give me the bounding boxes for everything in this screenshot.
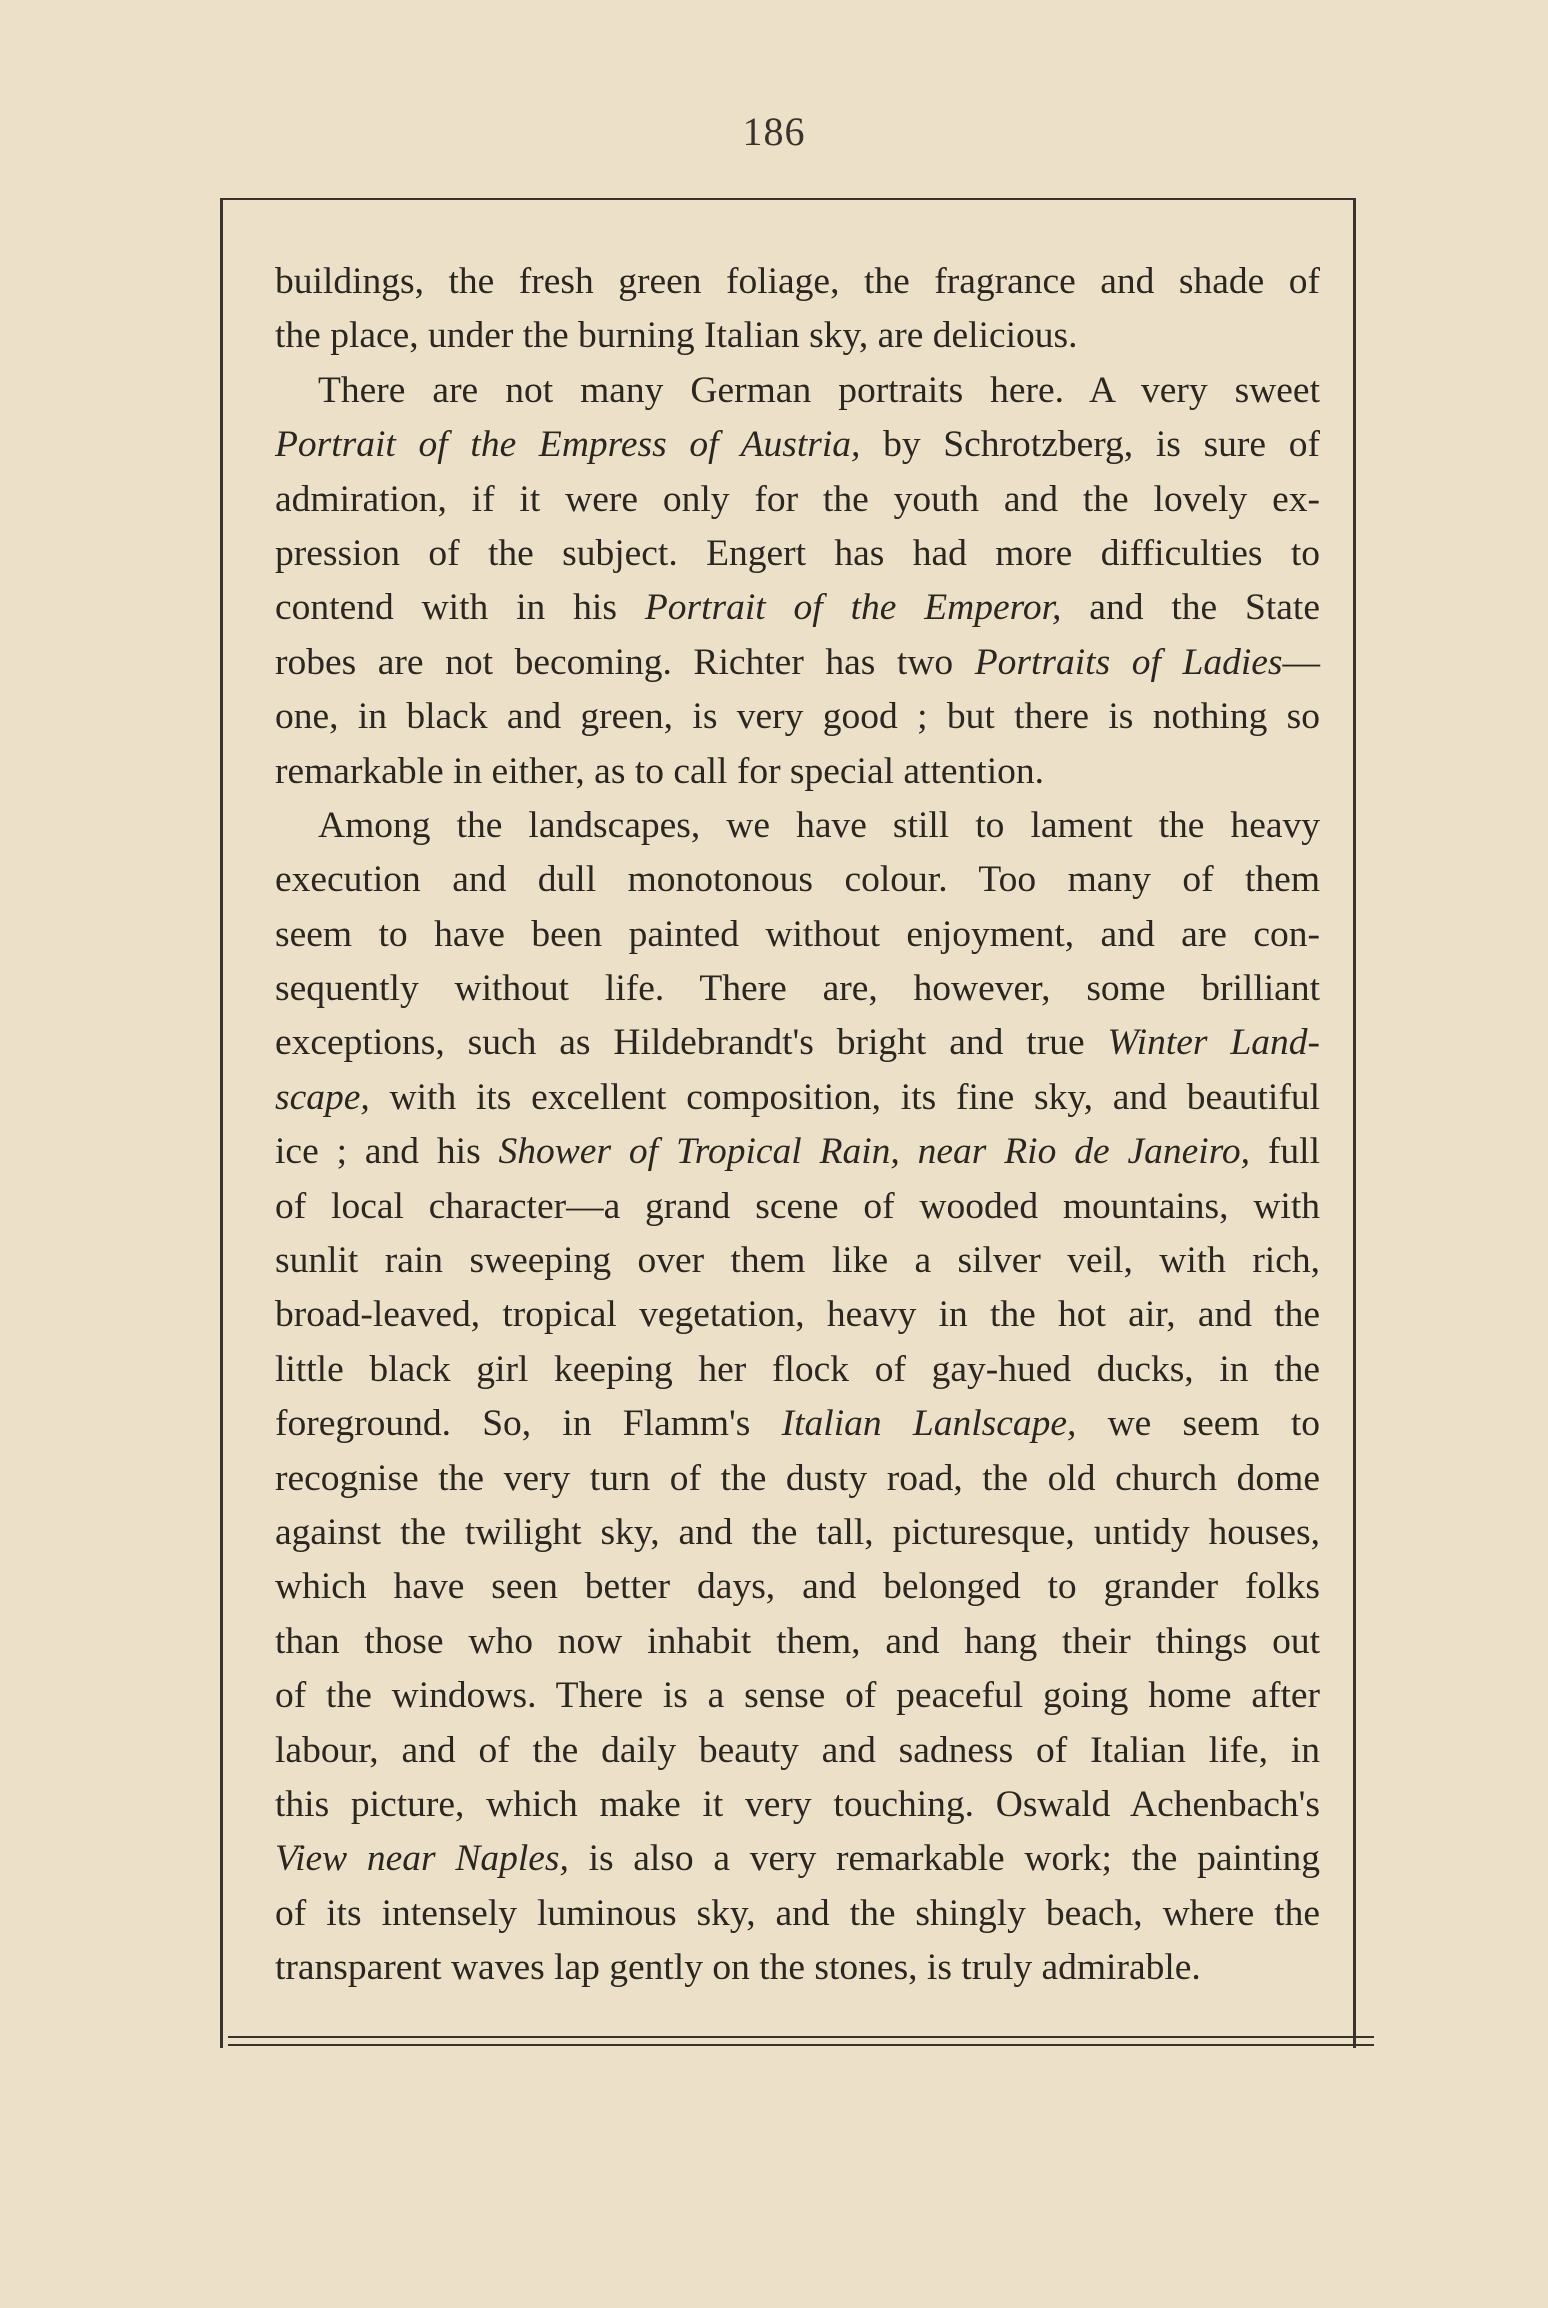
text-line bbox=[275, 1180, 1320, 1234]
text-segment: admiration, if it were only for the youth and the lovely ex- bbox=[275, 478, 1320, 520]
text-line bbox=[275, 364, 1320, 418]
italic-title: View near Naples, bbox=[275, 1838, 569, 1880]
italic-title: Shower of Tropical Rain, near Rio de Janeiro, bbox=[498, 1131, 1251, 1173]
text-segment: sunlit rain sweeping over them like a silver veil, with rich, bbox=[275, 1240, 1320, 1282]
text-line bbox=[275, 1288, 1320, 1342]
text-line bbox=[275, 799, 1320, 853]
text-segment: ice ; and his bbox=[275, 1131, 499, 1173]
text-segment: we seem to bbox=[1076, 1403, 1320, 1445]
italic-title: Portrait of the Empress of Austria, bbox=[275, 424, 861, 466]
text-segment: Among the landscapes, we have still to lament the heavy bbox=[318, 804, 1320, 846]
text-line bbox=[275, 853, 1320, 907]
text-segment: recognise the very turn of the dusty road, the old church dome bbox=[275, 1457, 1320, 1499]
text-line bbox=[275, 1615, 1320, 1669]
text-line bbox=[275, 1941, 1320, 1995]
text-line bbox=[275, 1778, 1320, 1832]
text-line bbox=[275, 1724, 1320, 1778]
text-line bbox=[275, 581, 1320, 635]
italic-title: Winter Land- bbox=[1107, 1022, 1321, 1064]
text-line bbox=[275, 527, 1320, 581]
text-line bbox=[275, 1016, 1320, 1070]
frame-bottom-rule bbox=[228, 2036, 1374, 2038]
text-segment: robes are not becoming. Richter has two bbox=[275, 641, 975, 683]
text-segment: which have seen better days, and belonged to grander folks bbox=[275, 1566, 1320, 1608]
text-segment: of its intensely luminous sky, and the shingly beach, where the bbox=[275, 1892, 1320, 1934]
text-segment: little black girl keeping her flock of gay-hued ducks, in the bbox=[275, 1348, 1320, 1390]
text-segment: — bbox=[1282, 641, 1321, 683]
text-line bbox=[275, 473, 1320, 527]
text-segment: pression of the subject. Engert has had more difficulties to bbox=[275, 532, 1320, 574]
italic-title: Italian Lanlscape, bbox=[781, 1403, 1077, 1445]
text-line bbox=[275, 908, 1320, 962]
text-line bbox=[275, 1887, 1320, 1941]
text-line bbox=[275, 962, 1320, 1016]
text-segment: broad-leaved, tropical vegetation, heavy in the hot air, and the bbox=[275, 1294, 1320, 1336]
text-line bbox=[275, 1125, 1320, 1179]
italic-title: scape, bbox=[275, 1076, 370, 1118]
text-segment: of local character—a grand scene of wooded mountains, with bbox=[275, 1185, 1320, 1227]
text-line bbox=[275, 690, 1320, 744]
text-segment: by Schrotzberg, is sure of bbox=[860, 424, 1321, 466]
text-line bbox=[275, 1397, 1320, 1451]
text-segment: exceptions, such as Hildebrandt's bright and true bbox=[275, 1022, 1108, 1064]
text-segment: buildings, the fresh green foliage, the fragrance and shade of bbox=[275, 261, 1320, 302]
text-line bbox=[275, 1669, 1320, 1723]
text-segment: and the State bbox=[1061, 587, 1320, 629]
frame-bottom-rule-inner bbox=[228, 2044, 1374, 2046]
text-segment: with its excellent composition, its fine sky, and beautiful bbox=[369, 1076, 1320, 1118]
text-segment: one, in black and green, is very good ; but there is nothing so bbox=[275, 696, 1320, 738]
text-line bbox=[275, 1560, 1320, 1614]
body-text bbox=[275, 255, 1320, 1996]
text-segment: labour, and of the daily beauty and sadness of Italian life, in bbox=[275, 1729, 1320, 1771]
text-line bbox=[275, 745, 1320, 799]
italic-title: Portrait of the Emperor, bbox=[644, 587, 1062, 629]
text-segment: seem to have been painted without enjoyment, and are con- bbox=[275, 913, 1320, 955]
text-line bbox=[275, 636, 1320, 690]
text-segment: of the windows. There is a sense of peaceful going home after bbox=[275, 1675, 1320, 1717]
text-line bbox=[275, 255, 1320, 309]
text-segment: execution and dull monotonous colour. Too many of them bbox=[275, 859, 1320, 901]
italic-title: Portraits of Ladies bbox=[974, 641, 1283, 683]
text-segment: contend with in his bbox=[275, 587, 645, 629]
text-line bbox=[275, 1343, 1320, 1397]
text-line bbox=[275, 1071, 1320, 1125]
text-line bbox=[275, 1452, 1320, 1506]
text-segment: the place, under the burning Italian sky, are delicious. bbox=[275, 315, 1078, 357]
text-segment: remarkable in either, as to call for special attention. bbox=[275, 750, 1045, 792]
text-segment: against the twilight sky, and the tall, picturesque, untidy houses, bbox=[275, 1511, 1320, 1553]
text-segment: transparent waves lap gently on the stones, is truly admirable. bbox=[275, 1947, 1201, 1989]
text-segment: sequently without life. There are, however, some brilliant bbox=[275, 968, 1320, 1010]
text-line bbox=[275, 1506, 1320, 1560]
text-line bbox=[275, 1832, 1320, 1886]
text-segment: this picture, which make it very touching. Oswald Achenbach's bbox=[275, 1783, 1320, 1825]
text-segment: foreground. So, in Flamm's bbox=[275, 1403, 782, 1445]
text-segment: is also a very remarkable work; the painting bbox=[568, 1838, 1320, 1880]
text-segment: than those who now inhabit them, and hang their things out bbox=[275, 1620, 1320, 1662]
text-line bbox=[275, 418, 1320, 472]
text-segment: full bbox=[1250, 1131, 1320, 1173]
text-line bbox=[275, 1234, 1320, 1288]
text-segment: There are not many German portraits here. A very sweet bbox=[318, 369, 1320, 411]
text-line bbox=[275, 309, 1320, 363]
page-number: 186 bbox=[742, 109, 806, 154]
